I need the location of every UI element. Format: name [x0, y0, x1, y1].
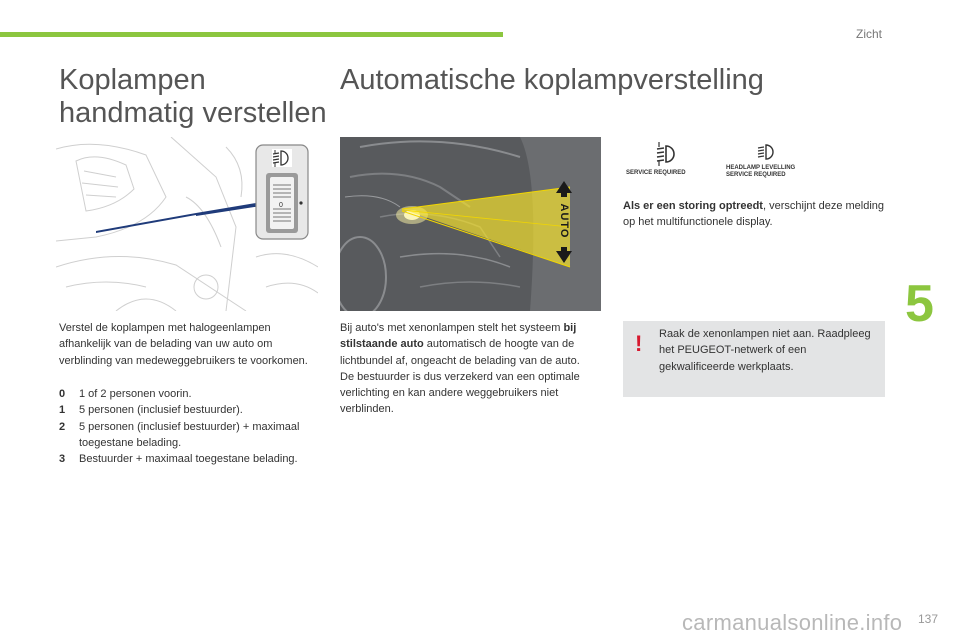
- manual-levelling-intro: Verstel de koplampen met halogeenlampen afhankelijk van de belading van uw auto om verblinding van medeweggebruikers te voorkomen.: [59, 322, 308, 367]
- chapter-number: 5: [905, 275, 934, 333]
- service-required-message: SERVICE REQUIRED: [626, 142, 706, 177]
- warning-icon: !: [635, 331, 643, 356]
- page-number: 137: [918, 612, 939, 626]
- warning-text: Raak de xenonlampen niet aan. Raadpleeg het PEUGEOT-netwerk of een gekwalificeerde werkplaats.: [659, 328, 871, 373]
- headlamp-levelling-icon: [754, 142, 776, 162]
- auto-label: AUTO: [558, 203, 570, 239]
- headlamp-levelling-message: HEADLAMP LEVELLING SERVICE REQUIRED: [726, 142, 826, 179]
- position-list: [59, 386, 309, 467]
- list-item: 1 5 personen (inclusief bestuurder).: [59, 404, 243, 417]
- warning-box: [623, 321, 885, 397]
- accent-bar: [0, 32, 503, 37]
- display-messages: [626, 142, 826, 188]
- wheel-position-label: 0: [279, 202, 283, 209]
- section-title: Zicht: [856, 27, 883, 41]
- dashboard-illustration: [56, 137, 318, 311]
- fault-message-text: Als er een storing optreedt, verschijnt deze melding op het multifunctionele display.: [623, 200, 885, 229]
- list-item: 2 5 personen (inclusief bestuurder) + maximaal toegestane belading.: [59, 420, 300, 449]
- headlamp-levelling-icon: [272, 149, 292, 167]
- watermark: carmanualsonline.info: [682, 610, 903, 635]
- list-item: 3 Bestuurder + maximaal toegestane belading.: [59, 453, 298, 466]
- manual-levelling-title: Koplampen handmatig verstellen: [59, 64, 327, 129]
- xenon-headlamp-illustration: [340, 137, 601, 311]
- auto-levelling-title: Automatische koplampverstelling: [340, 64, 764, 96]
- auto-levelling-body: Bij auto's met xenonlampen stelt het systeem bij stilstaande auto automatisch de hoogte van de lichtbundel af, ongeacht de belading van de auto. De bestuurder is dus verzekerd van een optimale verlichting en kan andere weggebruikers niet verblinden.: [340, 322, 580, 416]
- headlamp-levelling-icon: [652, 142, 680, 166]
- list-item: 0 1 of 2 personen voorin.: [59, 388, 192, 400]
